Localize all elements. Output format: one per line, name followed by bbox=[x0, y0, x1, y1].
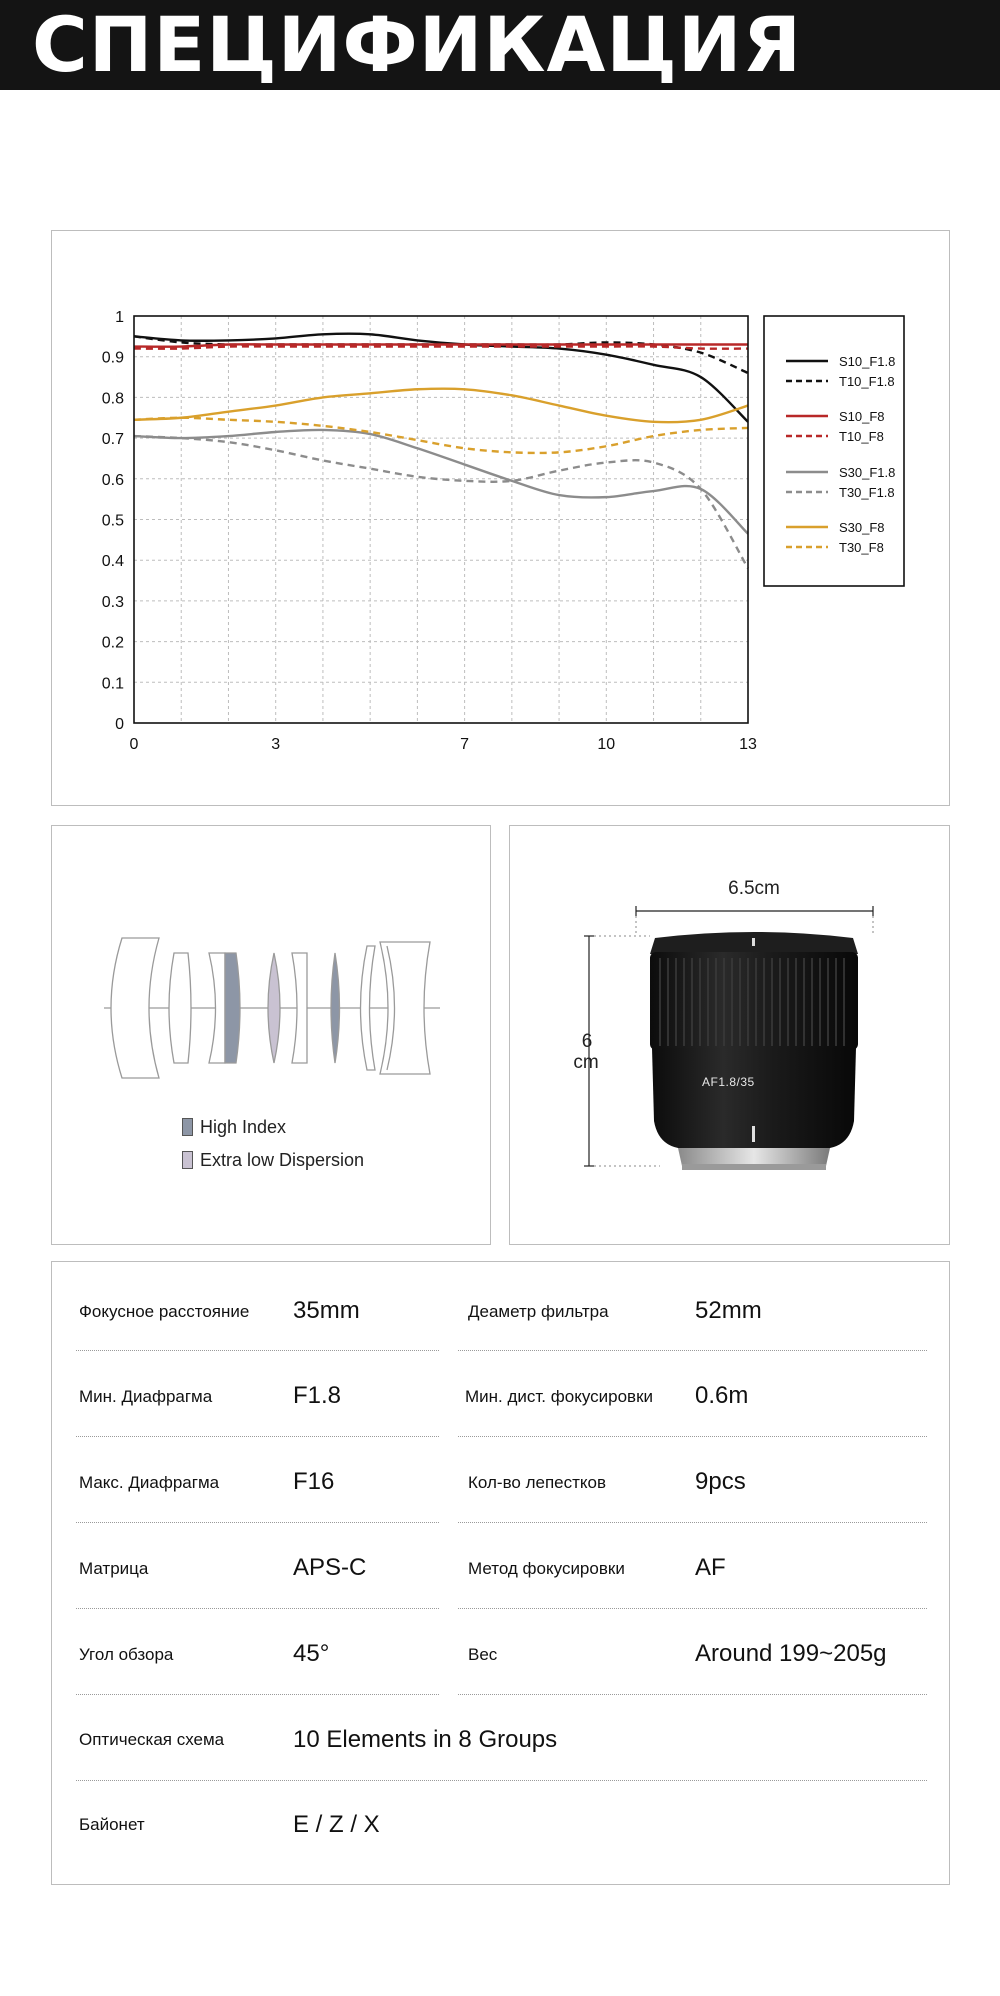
spec-value-min-focus-distance: 0.6m bbox=[695, 1382, 749, 1409]
spec-value-max-aperture: F16 bbox=[293, 1468, 335, 1495]
series-line-t10-f8 bbox=[134, 346, 748, 348]
lens-element-7-high-index bbox=[331, 953, 340, 1063]
y-tick-label: 0.7 bbox=[101, 431, 124, 449]
x-tick-label: 10 bbox=[597, 736, 616, 753]
spec-label-sensor: Матрица bbox=[79, 1559, 149, 1578]
height-dimension-label-line2: cm bbox=[573, 1052, 599, 1073]
spec-label-filter-diameter: Деаметр фильтра bbox=[468, 1302, 609, 1321]
series-line-s30-f1-8 bbox=[134, 430, 748, 534]
spec-value-min-aperture: F1.8 bbox=[293, 1382, 342, 1409]
lens-element-5-ed bbox=[268, 953, 280, 1063]
spec-divider bbox=[76, 1522, 439, 1523]
mtf-chart bbox=[52, 231, 951, 807]
spec-label-focal-length: Фокусное расстояние bbox=[79, 1302, 250, 1321]
width-dimension-label: 6.5cm bbox=[728, 878, 780, 899]
page-title: СПЕЦИФИКАЦИЯ bbox=[32, 0, 802, 89]
specifications-table bbox=[51, 1261, 950, 1885]
spec-label-weight: Вес bbox=[468, 1645, 498, 1664]
y-tick-label: 0.3 bbox=[101, 593, 124, 611]
mtf-chart-panel bbox=[51, 230, 950, 806]
extra-low-dispersion-label: Extra low Dispersion bbox=[200, 1150, 365, 1170]
spec-label-max-aperture: Макс. Диафрагма bbox=[79, 1473, 220, 1492]
x-tick-label: 7 bbox=[460, 736, 470, 753]
lens-element-2 bbox=[169, 953, 191, 1063]
spec-label-mount: Байонет bbox=[79, 1815, 145, 1834]
extra-low-dispersion-swatch bbox=[182, 1151, 193, 1169]
spec-value-filter-diameter: 52mm bbox=[695, 1297, 762, 1324]
spec-label-min-focus-distance: Мин. дист. фокусировки bbox=[465, 1387, 654, 1406]
y-tick-label: 0.5 bbox=[101, 512, 124, 530]
spec-divider bbox=[76, 1608, 439, 1609]
series-line-s30-f8 bbox=[134, 389, 748, 423]
high-index-swatch bbox=[182, 1118, 193, 1136]
spec-divider bbox=[458, 1694, 927, 1695]
spec-divider bbox=[76, 1780, 927, 1781]
lens-elements-diagram bbox=[52, 826, 492, 1246]
lens-element-4-high-index bbox=[225, 953, 240, 1063]
header-bar bbox=[0, 0, 1000, 90]
x-tick-label: 0 bbox=[129, 736, 139, 753]
y-tick-label: 0.6 bbox=[101, 471, 124, 489]
spec-value-mount: E / Z / X bbox=[293, 1811, 380, 1838]
y-tick-label: 0.9 bbox=[101, 349, 124, 367]
legend-label: T10_F1.8 bbox=[839, 374, 895, 389]
spec-label-min-aperture: Мин. Диафрагма bbox=[79, 1387, 213, 1406]
lens-marking: AF1.8/35 bbox=[702, 1075, 755, 1089]
spec-label-focus-method: Метод фокусировки bbox=[468, 1559, 625, 1578]
spec-divider bbox=[76, 1350, 439, 1351]
y-tick-label: 0.2 bbox=[101, 634, 124, 652]
y-tick-label: 0.1 bbox=[101, 675, 124, 693]
x-tick-label: 13 bbox=[739, 736, 757, 753]
spec-value-sensor: APS-C bbox=[293, 1554, 367, 1581]
spec-divider bbox=[458, 1608, 927, 1609]
spec-value-optical-design: 10 Elements in 8 Groups bbox=[293, 1726, 558, 1753]
y-tick-label: 1 bbox=[115, 309, 124, 326]
legend-label: T10_F8 bbox=[839, 429, 884, 444]
y-tick-label: 0.8 bbox=[101, 390, 124, 408]
spec-label-optical-design: Оптическая схема bbox=[79, 1730, 225, 1749]
lens-element-9 bbox=[380, 942, 430, 1074]
spec-label-view-angle: Угол обзора bbox=[79, 1645, 174, 1664]
spec-divider bbox=[458, 1350, 927, 1351]
legend-label: T30_F8 bbox=[839, 540, 884, 555]
lens-product-drawing bbox=[510, 826, 951, 1246]
spec-value-focus-method: AF bbox=[695, 1554, 726, 1581]
spec-label-blades: Кол-во лепестков bbox=[468, 1473, 607, 1492]
y-tick-label: 0.4 bbox=[101, 553, 124, 571]
legend-label: S30_F1.8 bbox=[839, 465, 896, 480]
x-tick-label: 3 bbox=[271, 736, 281, 753]
legend-label: S10_F1.8 bbox=[839, 354, 896, 369]
spec-divider bbox=[76, 1436, 439, 1437]
spec-value-blades: 9pcs bbox=[695, 1468, 746, 1495]
spec-value-focal-length: 35mm bbox=[293, 1297, 360, 1324]
lens-construction-panel bbox=[51, 825, 491, 1245]
spec-value-view-angle: 45° bbox=[293, 1640, 330, 1667]
spec-divider bbox=[458, 1522, 927, 1523]
spec-divider bbox=[76, 1694, 439, 1695]
lens-dimensions-panel bbox=[509, 825, 950, 1245]
legend-label: S10_F8 bbox=[839, 409, 885, 424]
spec-divider bbox=[458, 1436, 927, 1437]
spec-value-weight: Around 199~205g bbox=[695, 1640, 887, 1667]
high-index-label: High Index bbox=[200, 1117, 287, 1137]
y-tick-label: 0 bbox=[115, 716, 124, 733]
legend-label: T30_F1.8 bbox=[839, 485, 895, 500]
height-dimension-label-line1: 6 bbox=[581, 1031, 593, 1052]
legend-label: S30_F8 bbox=[839, 520, 885, 535]
